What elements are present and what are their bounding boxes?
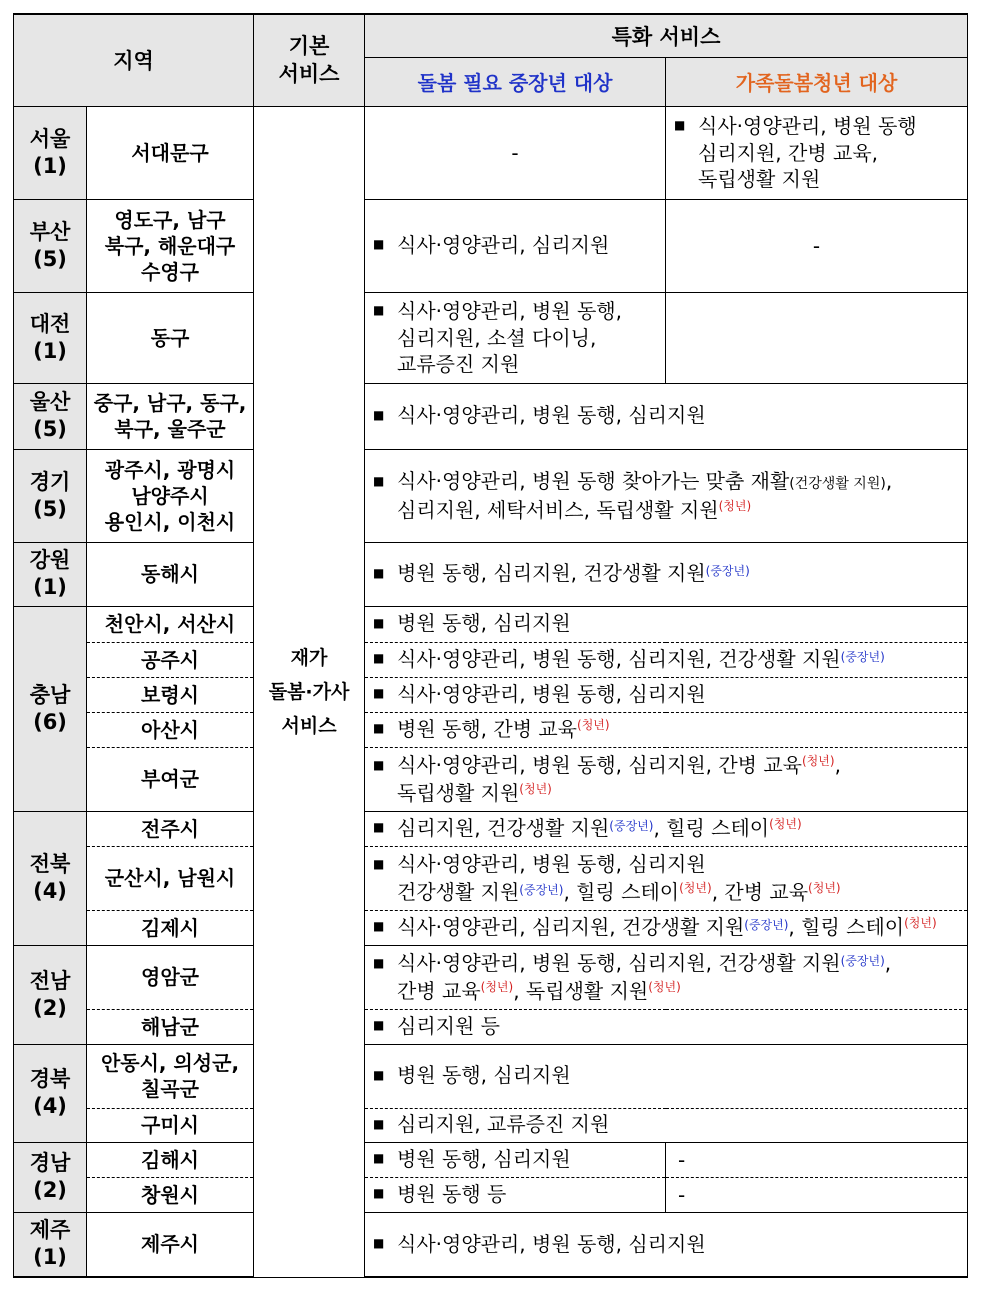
city-busan: 영도구, 남구 북구, 해운대구 수영구 xyxy=(87,199,254,292)
city-gunsan-namwon: 군산시, 남원시 xyxy=(87,846,254,910)
seoul-young-service: ■ 식사·영양관리, 병원 동행 심리지원, 간병 교육, 독립생활 지원 xyxy=(666,106,968,199)
changwon-mid-service: ■ 병원 동행 등 xyxy=(365,1177,666,1212)
city-yeongam: 영암군 xyxy=(87,945,254,1009)
asan-service: ■ 병원 동행, 간병 교육$^{(청년)}$ xyxy=(365,712,968,747)
gimhae-mid-service: ■ 병원 동행, 심리지원 xyxy=(365,1142,666,1177)
yeongam-service: ■ 식사·영양관리, 병원 동행, 심리지원, 건강생활 지원$^{(중장년)}$, 간병 교육$^{(청년)}$, 독립생활 지원$^{(청년)}$ xyxy=(365,945,968,1009)
city-gangwon: 동해시 xyxy=(87,542,254,606)
header-basic-line2: 서비스 xyxy=(278,62,340,87)
province-gangwon: 강원 (1) xyxy=(14,542,87,606)
row-jeonbuk-1 xyxy=(14,811,968,846)
busan-mid-service: ■ 식사·영양관리, 심리지원 xyxy=(365,199,666,292)
gongju-service: ■ 식사·영양관리, 병원 동행, 심리지원, 건강생활 지원$^{(중장년)}$ xyxy=(365,642,968,677)
city-cheonan-seosan: 천안시, 서산시 xyxy=(87,606,254,642)
row-ulsan xyxy=(14,383,968,449)
gunsan-namwon-service: ■ 식사·영양관리, 병원 동행, 심리지원 건강생활 지원$^{(중장년)}$, 힐링 스테이$^{(청년)}$, 간병 교육$^{(청년)}$ xyxy=(365,846,968,910)
row-jeonbuk-3 xyxy=(14,910,968,945)
province-gyeongnam: 경남 (2) xyxy=(14,1142,87,1212)
header-middle-aged: 돌봄 필요 중장년 대상 xyxy=(365,57,666,106)
seoul-mid-service: - xyxy=(365,106,666,199)
province-jeonnam: 전남 (2) xyxy=(14,945,87,1044)
ulsan-service: ■ 식사·영양관리, 병원 동행, 심리지원 xyxy=(365,383,968,449)
basic-service-cell: 재가 돌봄·가사 서비스 xyxy=(254,106,365,1277)
gimje-service: ■ 식사·영양관리, 심리지원, 건강생활 지원$^{(중장년)}$, 힐링 스테이$^{(청년)}$ xyxy=(365,910,968,945)
province-ulsan: 울산 (5) xyxy=(14,383,87,449)
row-gyeongnam-2 xyxy=(14,1177,968,1212)
cheonan-seosan-service: ■ 병원 동행, 심리지원 xyxy=(365,606,968,642)
row-gangwon xyxy=(14,542,968,606)
city-jeonju: 전주시 xyxy=(87,811,254,846)
header-area: 지역 xyxy=(14,14,254,106)
header-young-carers: 가족돌봄청년 대상 xyxy=(666,57,968,106)
busan-young-service: - xyxy=(666,199,968,292)
row-chungnam-4 xyxy=(14,712,968,747)
jeju-service: ■ 식사·영양관리, 병원 동행, 심리지원 xyxy=(365,1212,968,1277)
province-busan: 부산 (5) xyxy=(14,199,87,292)
row-gyeongnam-1 xyxy=(14,1142,968,1177)
row-gyeongbuk-1 xyxy=(14,1044,968,1108)
row-busan xyxy=(14,199,968,292)
daejeon-young-service xyxy=(666,292,968,383)
city-changwon: 창원시 xyxy=(87,1177,254,1212)
row-jeonnam-2 xyxy=(14,1009,968,1044)
row-gyeonggi xyxy=(14,449,968,542)
jeonju-service: ■ 심리지원, 건강생활 지원$^{(중장년)}$, 힐링 스테이$^{(청년)}$ xyxy=(365,811,968,846)
header-basic-service xyxy=(254,14,365,106)
row-chungnam-5 xyxy=(14,747,968,811)
city-daejeon: 동구 xyxy=(87,292,254,383)
row-jeju xyxy=(14,1212,968,1277)
haenam-service: ■ 심리지원 등 xyxy=(365,1009,968,1044)
row-chungnam-3 xyxy=(14,677,968,712)
city-gongju: 공주시 xyxy=(87,642,254,677)
province-chungnam: 충남 (6) xyxy=(14,606,87,811)
city-haenam: 해남군 xyxy=(87,1009,254,1044)
province-gyeonggi: 경기 (5) xyxy=(14,449,87,542)
city-ulsan: 중구, 남구, 동구, 북구, 울주군 xyxy=(87,383,254,449)
row-seoul xyxy=(14,106,968,199)
city-gimhae: 김해시 xyxy=(87,1142,254,1177)
province-jeju: 제주 (1) xyxy=(14,1212,87,1277)
city-gyeonggi: 광주시, 광명시 남양주시 용인시, 이천시 xyxy=(87,449,254,542)
gangwon-service: ■ 병원 동행, 심리지원, 건강생활 지원$^{(중장년)}$ xyxy=(365,542,968,606)
gumi-service: ■ 심리지원, 교류증진 지원 xyxy=(365,1108,968,1142)
regional-services-table xyxy=(13,13,968,1278)
row-jeonbuk-2 xyxy=(14,846,968,910)
province-gyeongbuk: 경북 (4) xyxy=(14,1044,87,1142)
row-chungnam-1 xyxy=(14,606,968,642)
row-jeonnam-1 xyxy=(14,945,968,1009)
gyeonggi-service: ■ 식사·영양관리, 병원 동행 찾아가는 맞춤 재활(건강생활 지원), 심리지원, 세탁서비스, 독립생활 지원$^{(청년)}$ xyxy=(365,449,968,542)
buyeo-service: ■ 식사·영양관리, 병원 동행, 심리지원, 간병 교육$^{(청년)}$, 독립생활 지원$^{(청년)}$ xyxy=(365,747,968,811)
city-andong-uiseong-chilgok: 안동시, 의성군, 칠곡군 xyxy=(87,1044,254,1108)
daejeon-mid-service: ■ 식사·영양관리, 병원 동행, 심리지원, 소셜 다이닝, 교류증진 지원 xyxy=(365,292,666,383)
city-seoul: 서대문구 xyxy=(87,106,254,199)
boryeong-service: ■ 식사·영양관리, 병원 동행, 심리지원 xyxy=(365,677,968,712)
row-gyeongbuk-2 xyxy=(14,1108,968,1142)
city-boryeong: 보령시 xyxy=(87,677,254,712)
changwon-young-service: - xyxy=(666,1177,968,1212)
gimhae-young-service: - xyxy=(666,1142,968,1177)
province-jeonbuk: 전북 (4) xyxy=(14,811,87,945)
city-gumi: 구미시 xyxy=(87,1108,254,1142)
header-basic-line1: 기본 xyxy=(288,34,330,59)
city-asan: 아산시 xyxy=(87,712,254,747)
province-daejeon: 대전 (1) xyxy=(14,292,87,383)
row-chungnam-2 xyxy=(14,642,968,677)
city-gimje: 김제시 xyxy=(87,910,254,945)
row-daejeon xyxy=(14,292,968,383)
province-seoul: 서울 (1) xyxy=(14,106,87,199)
header-special-service: 특화 서비스 xyxy=(365,14,968,57)
city-buyeo: 부여군 xyxy=(87,747,254,811)
andong-service: ■ 병원 동행, 심리지원 xyxy=(365,1044,968,1108)
city-jeju: 제주시 xyxy=(87,1212,254,1277)
